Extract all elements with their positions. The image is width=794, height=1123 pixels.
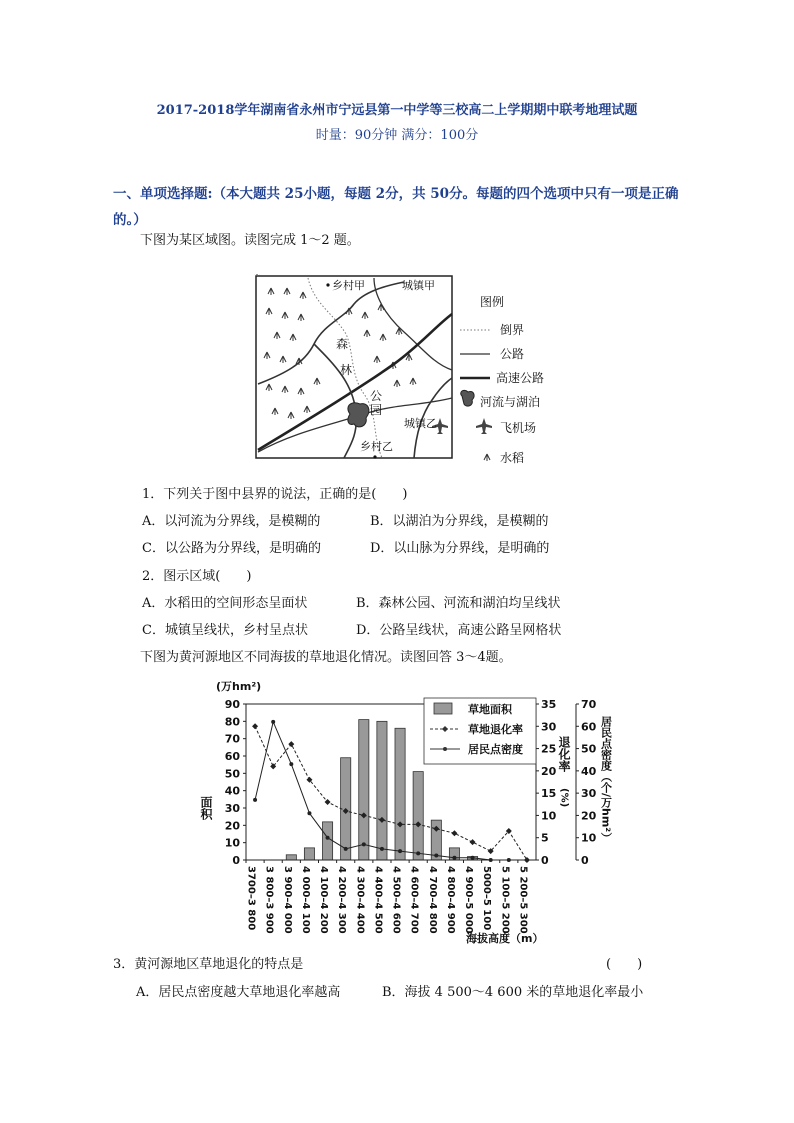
rice-icon [282, 312, 288, 319]
x-tick-label: 4 900–5 000 [463, 866, 475, 934]
map-label-park-1: 公 [370, 389, 383, 403]
settlement-density-point [380, 847, 384, 851]
rice-icon [362, 312, 368, 319]
settlement-density-point [416, 851, 420, 855]
rice-icon [280, 356, 286, 363]
q3-option-b: B．海拔 4 500～4 600 米的草地退化率最小 [382, 985, 644, 1000]
q2-option-a: A．水稻田的空间形态呈面状 [142, 596, 308, 611]
rice-icon [298, 314, 304, 321]
q3-stem: 3．黄河源地区草地退化的特点是 [113, 957, 304, 972]
x-tick-label: 5000–5 100 [481, 866, 493, 931]
q1-option-d: D．以山脉为分界线，是明确的 [370, 541, 550, 556]
rice-icon [268, 288, 274, 295]
legend-lake-icon [461, 390, 474, 406]
x-tick-label: 3 900–4 000 [281, 866, 293, 934]
settlement-density-point [271, 720, 275, 724]
bar [413, 772, 423, 860]
rice-icon [364, 330, 370, 337]
rice-icon [284, 288, 290, 295]
q3-option-a: A．居民点密度越大草地退化率越高 [136, 985, 341, 1000]
x-tick-label: 4 700–4 800 [426, 866, 438, 934]
legend-item: 水稻 [500, 451, 525, 465]
rice-icon [266, 308, 272, 315]
y2-tick-label: 10 [541, 809, 557, 823]
y3-tick-label: 70 [581, 698, 597, 711]
x-tick-label: 4 600–4 700 [408, 866, 420, 934]
bar [377, 721, 387, 860]
y3-axis-label: 居民点密度（个/万hm²） [599, 716, 613, 844]
y2-axis-label: 退化率 [557, 736, 571, 772]
legend-series-label: 居民点密度 [468, 743, 523, 756]
legend-series-label: 草地退化率 [468, 723, 523, 736]
map-label-forest-1: 森 [336, 337, 349, 351]
q1-option-b: B．以湖泊为分界线，是模糊的 [370, 514, 549, 529]
settlement-density-point [489, 858, 493, 862]
degradation-rate-point [470, 839, 476, 845]
y-tick-label: 90 [224, 698, 240, 711]
map-label-forest-2: 林 [340, 363, 353, 377]
y-tick-label: 80 [224, 715, 240, 729]
y-unit-label: (万hm²) [216, 680, 262, 693]
q1-option-c: C．以公路为分界线，是明确的 [142, 541, 321, 556]
q1-option-a: A．以河流为分界线，是模糊的 [142, 514, 321, 529]
map-label-park-2: 园 [370, 403, 383, 417]
rice-icon-cluster [254, 274, 260, 275]
y-tick-label: 10 [224, 836, 240, 850]
map-label-village-b: 乡村乙 [360, 440, 393, 453]
legend-item: 飞机场 [500, 421, 537, 435]
region-map [254, 274, 554, 470]
x-tick-label: 4 400–4 500 [372, 866, 384, 934]
y2-tick-label: 25 [541, 742, 557, 756]
x-tick-label: 3 800–3 900 [263, 866, 275, 934]
y3-tick-label: 50 [581, 742, 597, 756]
settlement-density-point [471, 856, 475, 860]
rice-icon [290, 334, 296, 341]
y-tick-label: 70 [224, 732, 240, 746]
y-tick-label: 30 [224, 802, 240, 815]
y-tick-label: 50 [224, 767, 240, 781]
y3-tick-label: 20 [581, 809, 597, 823]
settlement-density-point [289, 762, 293, 766]
intro-chart: 下图为黄河源地区不同海拔的草地退化情况。读图回答 3～4题。 [140, 650, 512, 665]
legend-airport-icon [476, 418, 492, 434]
x-tick-label: 4 800–4 900 [444, 866, 456, 934]
x-axis-label: 海拔高度（m） [466, 932, 544, 945]
lake [348, 403, 369, 427]
rice-icon [380, 334, 386, 341]
legend-bar-swatch [434, 703, 452, 714]
q2-stem: 2．图示区域( ) [142, 569, 252, 584]
settlement-density-point [344, 847, 348, 851]
settlement-density-point [525, 858, 529, 862]
map-label-town-b: 城镇乙 [404, 417, 437, 430]
degradation-rate-point [451, 830, 457, 836]
rice-icon [410, 378, 416, 385]
degradation-rate-point [252, 723, 258, 729]
y2-tick-label: 15 [541, 787, 557, 801]
bar [395, 728, 405, 860]
degradation-rate-point [325, 799, 331, 805]
intro-map: 下图为某区域图。读图完成 1～2 题。 [140, 233, 360, 248]
bar [359, 720, 369, 860]
legend-rice-icon [484, 454, 490, 461]
section-heading: 一、单项选择题:（本大题共 25小题，每题 2分，共 50分。每题的四个选项中只有一项是正确的。） [113, 186, 679, 228]
settlement-density-point [362, 842, 366, 846]
settlement-density-point [434, 854, 438, 858]
x-tick-label: 4 100–4 200 [318, 866, 330, 934]
rice-icon [374, 356, 380, 363]
q2-option-c: C．城镇呈线状，乡村呈点状 [142, 623, 308, 638]
rice-icon [272, 408, 278, 415]
y2-tick-label: 0 [541, 854, 549, 867]
map-label-town-a: 城镇甲 [402, 279, 435, 292]
map-label-village-a: 乡村甲 [332, 279, 365, 292]
rice-icon [298, 388, 304, 395]
degradation-rate-point [288, 741, 294, 747]
q2-option-b: B．森林公园、河流和湖泊均呈线状 [356, 596, 561, 611]
x-tick-label: 4 300–4 400 [354, 866, 366, 934]
y2-tick-label: 35 [541, 698, 557, 711]
y-tick-label: 0 [232, 854, 240, 867]
y3-tick-label: 10 [581, 831, 597, 845]
y3-tick-label: 0 [581, 854, 589, 867]
y-tick-label: 60 [224, 750, 240, 763]
grassland-chart [198, 676, 638, 948]
y-tick-label: 20 [224, 819, 240, 833]
exam-title: 2017-2018学年湖南省永州市宁远县第一中学等三校高二上学期期中联考地理试题 [156, 103, 638, 118]
settlement-density-point [398, 849, 402, 853]
q2-option-d: D．公路呈线状，高速公路呈网格状 [356, 623, 562, 638]
y-axis-label: 面积 [199, 796, 213, 820]
village-a-dot [326, 283, 329, 286]
y2-tick-label: 5 [541, 831, 549, 845]
rice-icon [288, 412, 294, 419]
settlement-density-point [507, 858, 511, 862]
settlement-density-point [307, 811, 311, 815]
x-tick-label: 4 000–4 100 [299, 866, 311, 934]
rice-icon [274, 332, 280, 339]
rice-icon [266, 384, 272, 391]
rice-icon [282, 386, 288, 393]
legend-item: 河流与湖泊 [480, 395, 541, 409]
x-tick-label: 4 200–4 300 [336, 866, 348, 934]
legend-item: 倒界 [500, 323, 525, 337]
rice-icon [394, 380, 400, 387]
rice-icon [300, 292, 306, 299]
y-tick-label: 40 [224, 784, 240, 798]
bar [286, 855, 296, 860]
legend-item: 高速公路 [496, 371, 545, 385]
village-b-dot [373, 455, 376, 458]
settlement-density-point [326, 836, 330, 840]
settlement-density-point [452, 856, 456, 860]
bar [304, 848, 314, 860]
y2-tick-label: 30 [541, 720, 557, 734]
rice-icon [314, 378, 320, 385]
x-tick-label: 5 200–5 300 [517, 866, 529, 934]
rice-icon [304, 406, 310, 413]
legend-series-label: 草地面积 [468, 703, 512, 716]
x-tick-label: 5 100–5 200 [499, 866, 511, 934]
river [258, 282, 404, 384]
x-tick-label: 4 500–4 600 [390, 866, 402, 934]
y3-tick-label: 30 [581, 787, 597, 801]
y2-tick-label: 20 [541, 764, 557, 778]
y3-tick-label: 60 [581, 720, 597, 734]
bar [322, 822, 332, 860]
legend-title: 图例 [480, 295, 505, 309]
y2-unit-label: (%) [558, 788, 570, 808]
y3-tick-label: 40 [581, 764, 597, 778]
chart-legend [424, 698, 536, 764]
exam-subtitle: 时量：90分钟 满分：100分 [315, 128, 479, 143]
q1-stem: 1．下列关于图中县界的说法，正确的是( ) [142, 487, 408, 502]
x-tick-label: 3700–3 800 [245, 866, 257, 931]
settlement-density-point [253, 798, 257, 802]
rice-icon [264, 352, 270, 359]
legend-item: 公路 [500, 347, 525, 361]
q3-answer-paren: ( ) [606, 957, 643, 972]
